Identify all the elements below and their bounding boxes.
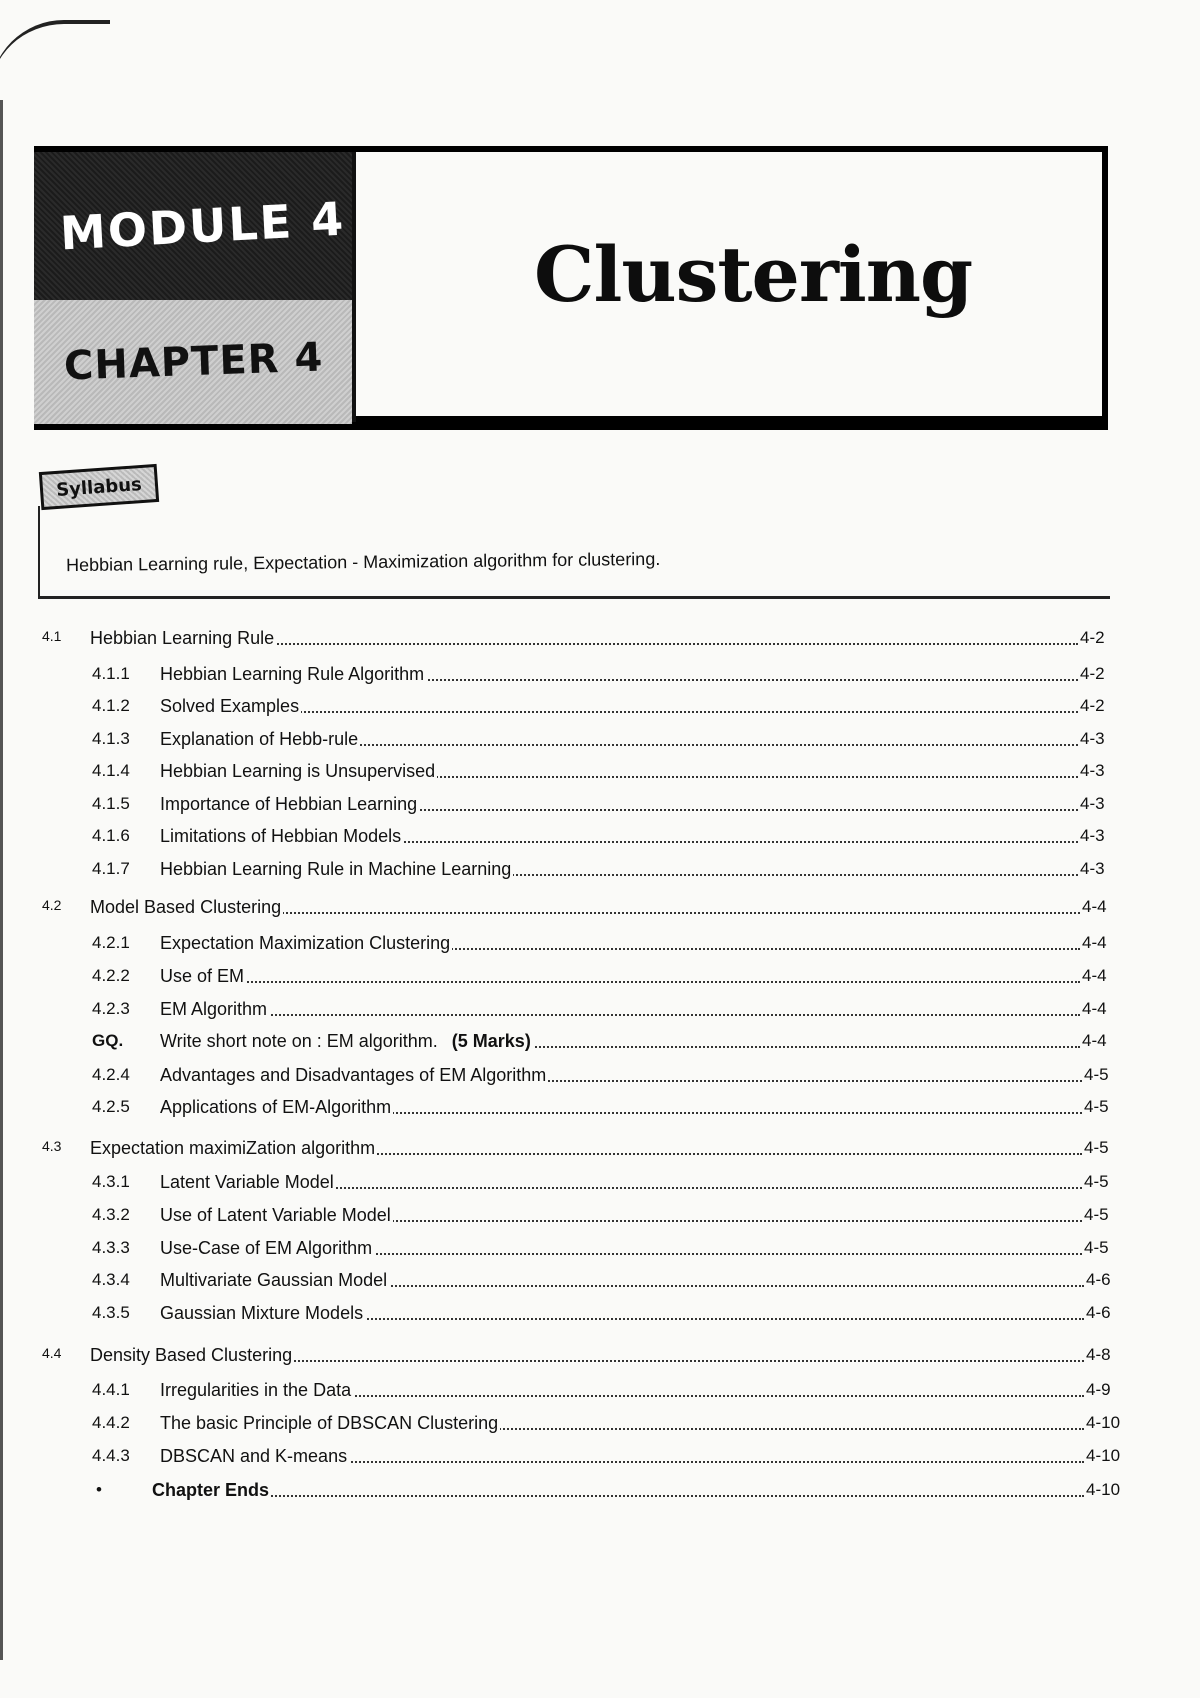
toc-number: 4.2.2: [92, 966, 130, 985]
toc-title-text: Hebbian Learning Rule Algorithm: [160, 664, 425, 684]
toc-number: 4.3.2: [92, 1205, 130, 1224]
toc-title-text: Solved Examples: [160, 696, 300, 716]
toc-row: [0, 826, 1200, 852]
toc-row: [0, 628, 1200, 654]
toc-page-number: 4-6: [1086, 1270, 1111, 1289]
toc-page-number: 4-10: [1086, 1480, 1121, 1499]
toc-row: [0, 696, 1200, 722]
toc-title[interactable]: [160, 1270, 389, 1291]
toc-title-text: Expectation maximiZation algorithm: [90, 1138, 376, 1158]
toc-title-text: The basic Principle of DBSCAN Clustering: [160, 1413, 499, 1433]
toc-title[interactable]: [160, 826, 403, 847]
toc-number: 4.4.2: [92, 1413, 130, 1432]
toc-title-text: Gaussian Mixture Models: [160, 1303, 364, 1323]
toc-page-number: 4-2: [1080, 628, 1105, 647]
toc-row: [0, 966, 1200, 992]
toc-row: [0, 1172, 1200, 1198]
toc-row: [0, 1270, 1200, 1296]
toc-title-text: Importance of Hebbian Learning: [160, 794, 418, 814]
toc-title-text: DBSCAN and K-means: [160, 1446, 348, 1466]
toc-title[interactable]: [160, 1413, 500, 1434]
toc-title-text: Chapter Ends: [152, 1480, 270, 1500]
toc-page-number: 4-3: [1080, 794, 1105, 813]
toc-leader-dots: [160, 981, 1080, 983]
toc-title-text: Expectation Maximization Clustering: [160, 933, 451, 953]
toc-row: [0, 897, 1200, 923]
toc-title-text: Explanation of Hebb-rule: [160, 729, 359, 749]
toc-page-number: 4-8: [1086, 1345, 1111, 1364]
chapter-label: CHAPTER 4: [63, 334, 325, 390]
toc-row: [0, 859, 1200, 885]
toc-title[interactable]: [152, 1480, 271, 1501]
toc-title-text: EM Algorithm: [160, 999, 268, 1019]
toc-number: 4.1.2: [92, 696, 130, 715]
toc-title[interactable]: [160, 1065, 548, 1086]
toc-number: 4.1.5: [92, 794, 130, 813]
toc-number: 4.3.5: [92, 1303, 130, 1322]
toc-row: [0, 1238, 1200, 1264]
toc-number: 4.3: [42, 1138, 62, 1154]
toc-title-text: Multivariate Gaussian Model: [160, 1270, 388, 1290]
toc-page-number: 4-5: [1084, 1065, 1109, 1084]
toc-row: [0, 1303, 1200, 1329]
toc-page-number: 4-3: [1080, 859, 1105, 878]
toc-title[interactable]: [160, 1303, 365, 1324]
toc-number: 4.2.5: [92, 1097, 130, 1116]
toc-page-number: 4-5: [1084, 1205, 1109, 1224]
toc-title[interactable]: [90, 897, 283, 918]
toc-title[interactable]: [160, 999, 269, 1020]
toc-title[interactable]: [160, 664, 426, 685]
syllabus-tag-label: Syllabus: [55, 473, 143, 501]
toc-number: GQ.: [92, 1031, 124, 1050]
toc-title[interactable]: [160, 761, 437, 782]
toc-number: 4.1.7: [92, 859, 130, 878]
toc-number: 4.2.1: [92, 933, 130, 952]
chapter-box: [34, 300, 352, 424]
toc-title-text: Density Based Clustering: [90, 1345, 293, 1365]
toc-row: [0, 664, 1200, 690]
toc-row: [0, 794, 1200, 820]
toc-number: 4.2.3: [92, 999, 130, 1018]
module-box: [34, 152, 352, 300]
toc-row: [0, 999, 1200, 1025]
toc-page-number: 4-4: [1082, 966, 1107, 985]
toc-title[interactable]: [160, 1238, 374, 1259]
toc-title[interactable]: [160, 1031, 533, 1052]
toc-title[interactable]: [160, 933, 452, 954]
toc-leader-dots: [160, 1014, 1080, 1016]
toc-title[interactable]: [90, 1138, 377, 1159]
toc-title-text: Hebbian Learning is Unsupervised: [160, 761, 436, 781]
toc-title-text: Use of EM: [160, 966, 245, 986]
toc-page-number: 4-3: [1080, 761, 1105, 780]
toc-number: 4.1: [42, 628, 62, 644]
toc-number: 4.3.3: [92, 1238, 130, 1257]
toc-title[interactable]: [160, 729, 360, 750]
toc-page-number: 4-3: [1080, 826, 1105, 845]
toc-title-text: Model Based Clustering: [90, 897, 282, 917]
module-label: MODULE 4: [58, 191, 347, 261]
toc-page-number: 4-3: [1080, 729, 1105, 748]
header-divider: [352, 152, 356, 422]
toc-page-number: 4-2: [1080, 696, 1105, 715]
toc-row: [0, 1446, 1200, 1472]
syllabus-text: Hebbian Learning rule, Expectation - Maximization algorithm for clustering.: [65, 548, 661, 576]
toc-row: [0, 1138, 1200, 1164]
toc-marks: (5 Marks): [451, 1031, 531, 1051]
toc-row: [0, 1205, 1200, 1231]
toc-page-number: 4-5: [1084, 1172, 1109, 1191]
toc-page-number: 4-6: [1086, 1303, 1111, 1322]
toc-title-text: Use of Latent Variable Model: [160, 1205, 391, 1225]
toc-page-number: 4-4: [1082, 897, 1107, 916]
toc-title-text: Applications of EM-Algorithm: [160, 1097, 392, 1117]
toc-title[interactable]: [160, 1097, 393, 1118]
toc-title-text: Hebbian Learning Rule in Machine Learning: [160, 859, 512, 879]
toc-title[interactable]: [160, 859, 513, 880]
chapter-header: [34, 146, 1108, 422]
toc-title[interactable]: [160, 794, 419, 815]
toc-number: 4.1.1: [92, 664, 130, 683]
toc-row: [0, 729, 1200, 755]
toc-number: 4.3.4: [92, 1270, 130, 1289]
toc-page-number: 4-4: [1082, 999, 1107, 1018]
toc-number: 4.1.3: [92, 729, 130, 748]
toc-title[interactable]: [160, 696, 301, 717]
toc-title-text: Write short note on : EM algorithm.: [160, 1031, 438, 1051]
toc-title[interactable]: [90, 628, 276, 649]
toc-page-number: 4-2: [1080, 664, 1105, 683]
toc-number: •: [96, 1480, 102, 1499]
toc-title-text: Latent Variable Model: [160, 1172, 334, 1192]
toc-number: 4.1.6: [92, 826, 130, 845]
page-corner-curl: [0, 20, 110, 94]
toc-title-text: Limitations of Hebbian Models: [160, 826, 402, 846]
toc-title[interactable]: [90, 1345, 294, 1366]
toc-row: [0, 1413, 1200, 1439]
toc-title[interactable]: [160, 966, 246, 987]
toc-row: [0, 761, 1200, 787]
toc-title[interactable]: [160, 1446, 349, 1467]
toc-page-number: 4-4: [1082, 933, 1107, 952]
syllabus-tag: [39, 464, 159, 510]
toc-row: [0, 1065, 1200, 1091]
toc-row: [0, 1480, 1200, 1506]
toc-title-text: Advantages and Disadvantages of EM Algorithm: [160, 1065, 547, 1085]
toc-page-number: 4-9: [1086, 1380, 1111, 1399]
toc-number: 4.4.1: [92, 1380, 130, 1399]
toc-number: 4.2.4: [92, 1065, 130, 1084]
toc-title-text: Irregularities in the Data: [160, 1380, 352, 1400]
toc-number: 4.1.4: [92, 761, 130, 780]
toc-title[interactable]: [160, 1380, 353, 1401]
toc-page-number: 4-5: [1084, 1097, 1109, 1116]
toc-number: 4.4.3: [92, 1446, 130, 1465]
toc-row: [0, 1097, 1200, 1123]
toc-number: 4.3.1: [92, 1172, 130, 1191]
toc-row: [0, 933, 1200, 959]
toc-number: 4.2: [42, 897, 62, 913]
toc-row: [0, 1031, 1200, 1057]
toc-page-number: 4-5: [1084, 1238, 1109, 1257]
toc-number: 4.4: [42, 1345, 62, 1361]
toc-title-text: Use-Case of EM Algorithm: [160, 1238, 373, 1258]
toc-page-number: 4-10: [1086, 1413, 1121, 1432]
toc-title[interactable]: [160, 1205, 393, 1226]
chapter-title: Clustering: [534, 230, 973, 319]
toc-leader-dots: [152, 1495, 1084, 1497]
toc-row: [0, 1345, 1200, 1371]
toc-title-text: Hebbian Learning Rule: [90, 628, 275, 648]
toc-title[interactable]: [160, 1172, 336, 1193]
toc-page-number: 4-10: [1086, 1446, 1121, 1465]
toc-page-number: 4-4: [1082, 1031, 1107, 1050]
toc-row: [0, 1380, 1200, 1406]
toc-page-number: 4-5: [1084, 1138, 1109, 1157]
